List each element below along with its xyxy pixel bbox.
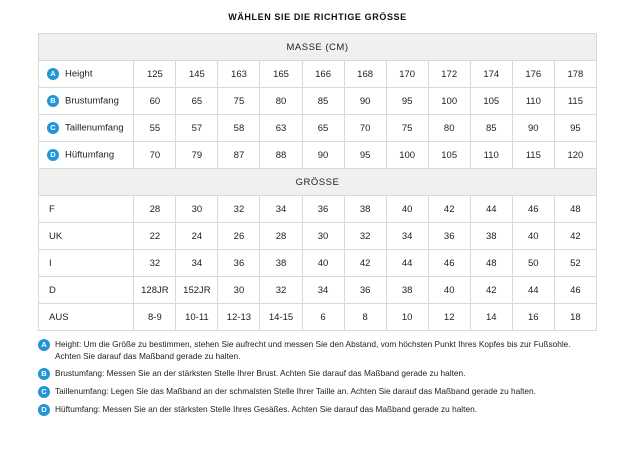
cell: 40	[302, 250, 344, 277]
cell: 28	[134, 196, 176, 223]
cell: 42	[344, 250, 386, 277]
cell: 65	[176, 88, 218, 115]
cell: 30	[218, 277, 260, 304]
cell: 12-13	[218, 304, 260, 331]
table-row	[39, 196, 597, 223]
cell: 42	[470, 277, 512, 304]
cell: 90	[344, 88, 386, 115]
note-text: Height: Um die Größe zu bestimmen, stehen Sie aufrecht und messen Sie den Abstand, vom höchsten Punkt Ihres Kopfes bis zur Fußsohle. Achten Sie darauf das Maßband gerade zu halten.	[55, 339, 571, 362]
table-row	[39, 88, 597, 115]
cell: 100	[386, 142, 428, 169]
cell: 95	[344, 142, 386, 169]
cell: 125	[134, 61, 176, 88]
note-text: Brustumfang: Messen Sie an der stärksten Stelle Ihrer Brust. Achten Sie darauf das Maßband gerade zu halten.	[55, 368, 466, 379]
cell: 44	[512, 277, 554, 304]
row-label-text: Hüftumfang	[65, 149, 115, 161]
cell: 8-9	[134, 304, 176, 331]
cell: 163	[218, 61, 260, 88]
cell: 46	[554, 277, 596, 304]
badge-a-icon: A	[47, 68, 59, 80]
cell: 6	[302, 304, 344, 331]
cell: 26	[218, 223, 260, 250]
cell: 42	[428, 196, 470, 223]
cell: 178	[554, 61, 596, 88]
cell: 38	[344, 196, 386, 223]
size-guide-table	[38, 33, 597, 331]
cell: 30	[302, 223, 344, 250]
cell: 52	[554, 250, 596, 277]
cell: 34	[260, 196, 302, 223]
cell: 30	[176, 196, 218, 223]
table-row	[39, 223, 597, 250]
cell: 32	[134, 250, 176, 277]
table-row	[39, 142, 597, 169]
cell: 115	[512, 142, 554, 169]
badge-b-icon: B	[38, 368, 50, 380]
cell: 88	[260, 142, 302, 169]
cell: 80	[428, 115, 470, 142]
cell: 115	[554, 88, 596, 115]
cell: 38	[386, 277, 428, 304]
badge-a-icon: A	[38, 339, 50, 351]
cell: 100	[428, 88, 470, 115]
cell: 46	[428, 250, 470, 277]
cell: 90	[512, 115, 554, 142]
page-title: WÄHLEN SIE DIE RICHTIGE GRÖSSE	[228, 12, 407, 22]
cell: 18	[554, 304, 596, 331]
row-label-text: Height	[65, 68, 93, 80]
cell: 36	[344, 277, 386, 304]
cell: 58	[218, 115, 260, 142]
note-item	[38, 338, 597, 362]
cell: 95	[554, 115, 596, 142]
cell: 105	[470, 88, 512, 115]
cell: 176	[512, 61, 554, 88]
cell: 36	[428, 223, 470, 250]
row-label-hueftumfang	[39, 142, 134, 169]
row-label-i: I	[39, 250, 134, 277]
cell: 40	[386, 196, 428, 223]
cell: 85	[470, 115, 512, 142]
cell: 32	[344, 223, 386, 250]
cell: 28	[260, 223, 302, 250]
cell: 36	[302, 196, 344, 223]
badge-d-icon: D	[47, 149, 59, 161]
cell: 14	[470, 304, 512, 331]
cell: 36	[218, 250, 260, 277]
cell: 50	[512, 250, 554, 277]
cell: 10	[386, 304, 428, 331]
cell: 42	[554, 223, 596, 250]
cell: 65	[302, 115, 344, 142]
measurements-header-row	[39, 34, 597, 61]
cell: 105	[428, 142, 470, 169]
row-label-f: F	[39, 196, 134, 223]
cell: 48	[470, 250, 512, 277]
cell: 38	[260, 250, 302, 277]
badge-d-icon: D	[38, 404, 50, 416]
cell: 90	[302, 142, 344, 169]
cell: 40	[428, 277, 470, 304]
cell: 22	[134, 223, 176, 250]
cell: 75	[218, 88, 260, 115]
cell: 24	[176, 223, 218, 250]
table-row	[39, 250, 597, 277]
row-label-uk: UK	[39, 223, 134, 250]
cell: 32	[260, 277, 302, 304]
cell: 152JR	[176, 277, 218, 304]
note-text: Hüftumfang: Messen Sie an der stärksten Stelle Ihres Gesäßes. Achten Sie darauf das Maßband gerade zu halten.	[55, 404, 477, 415]
table-row	[39, 304, 597, 331]
cell: 70	[134, 142, 176, 169]
cell: 14-15	[260, 304, 302, 331]
cell: 44	[386, 250, 428, 277]
cell: 145	[176, 61, 218, 88]
table-row	[39, 61, 597, 88]
badge-c-icon: C	[47, 122, 59, 134]
cell: 168	[344, 61, 386, 88]
cell: 80	[260, 88, 302, 115]
cell: 32	[218, 196, 260, 223]
cell: 87	[218, 142, 260, 169]
cell: 38	[470, 223, 512, 250]
cell: 16	[512, 304, 554, 331]
cell: 120	[554, 142, 596, 169]
note-item	[38, 403, 597, 416]
cell: 8	[344, 304, 386, 331]
cell: 12	[428, 304, 470, 331]
sizes-header-row	[39, 169, 597, 196]
cell: 40	[512, 223, 554, 250]
cell: 110	[470, 142, 512, 169]
cell: 57	[176, 115, 218, 142]
cell: 63	[260, 115, 302, 142]
note-item	[38, 385, 597, 398]
row-label-text: Taillenumfang	[65, 122, 124, 134]
row-label-taillenumfang	[39, 115, 134, 142]
cell: 165	[260, 61, 302, 88]
cell: 75	[386, 115, 428, 142]
cell: 46	[512, 196, 554, 223]
cell: 34	[176, 250, 218, 277]
cell: 172	[428, 61, 470, 88]
row-label-d: D	[39, 277, 134, 304]
row-label-text: Brustumfang	[65, 95, 119, 107]
cell: 95	[386, 88, 428, 115]
cell: 79	[176, 142, 218, 169]
measurements-header-cell: MASSE (CM)	[39, 34, 597, 61]
cell: 128JR	[134, 277, 176, 304]
sizes-header-cell: GRÖSSE	[39, 169, 597, 196]
cell: 44	[470, 196, 512, 223]
measurement-notes	[38, 338, 597, 416]
note-item	[38, 367, 597, 380]
cell: 34	[302, 277, 344, 304]
cell: 174	[470, 61, 512, 88]
row-label-aus: AUS	[39, 304, 134, 331]
cell: 60	[134, 88, 176, 115]
cell: 85	[302, 88, 344, 115]
cell: 34	[386, 223, 428, 250]
cell: 48	[554, 196, 596, 223]
cell: 70	[344, 115, 386, 142]
cell: 10-11	[176, 304, 218, 331]
row-label-brustumfang	[39, 88, 134, 115]
table-row	[39, 115, 597, 142]
cell: 110	[512, 88, 554, 115]
note-text: Taillenumfang: Legen Sie das Maßband an der schmalsten Stelle Ihrer Taille an. Achten Sie darauf das Maßband gerade zu halten.	[55, 386, 536, 397]
badge-c-icon: C	[38, 386, 50, 398]
row-label-height	[39, 61, 134, 88]
cell: 170	[386, 61, 428, 88]
cell: 55	[134, 115, 176, 142]
table-row	[39, 277, 597, 304]
cell: 166	[302, 61, 344, 88]
badge-b-icon: B	[47, 95, 59, 107]
